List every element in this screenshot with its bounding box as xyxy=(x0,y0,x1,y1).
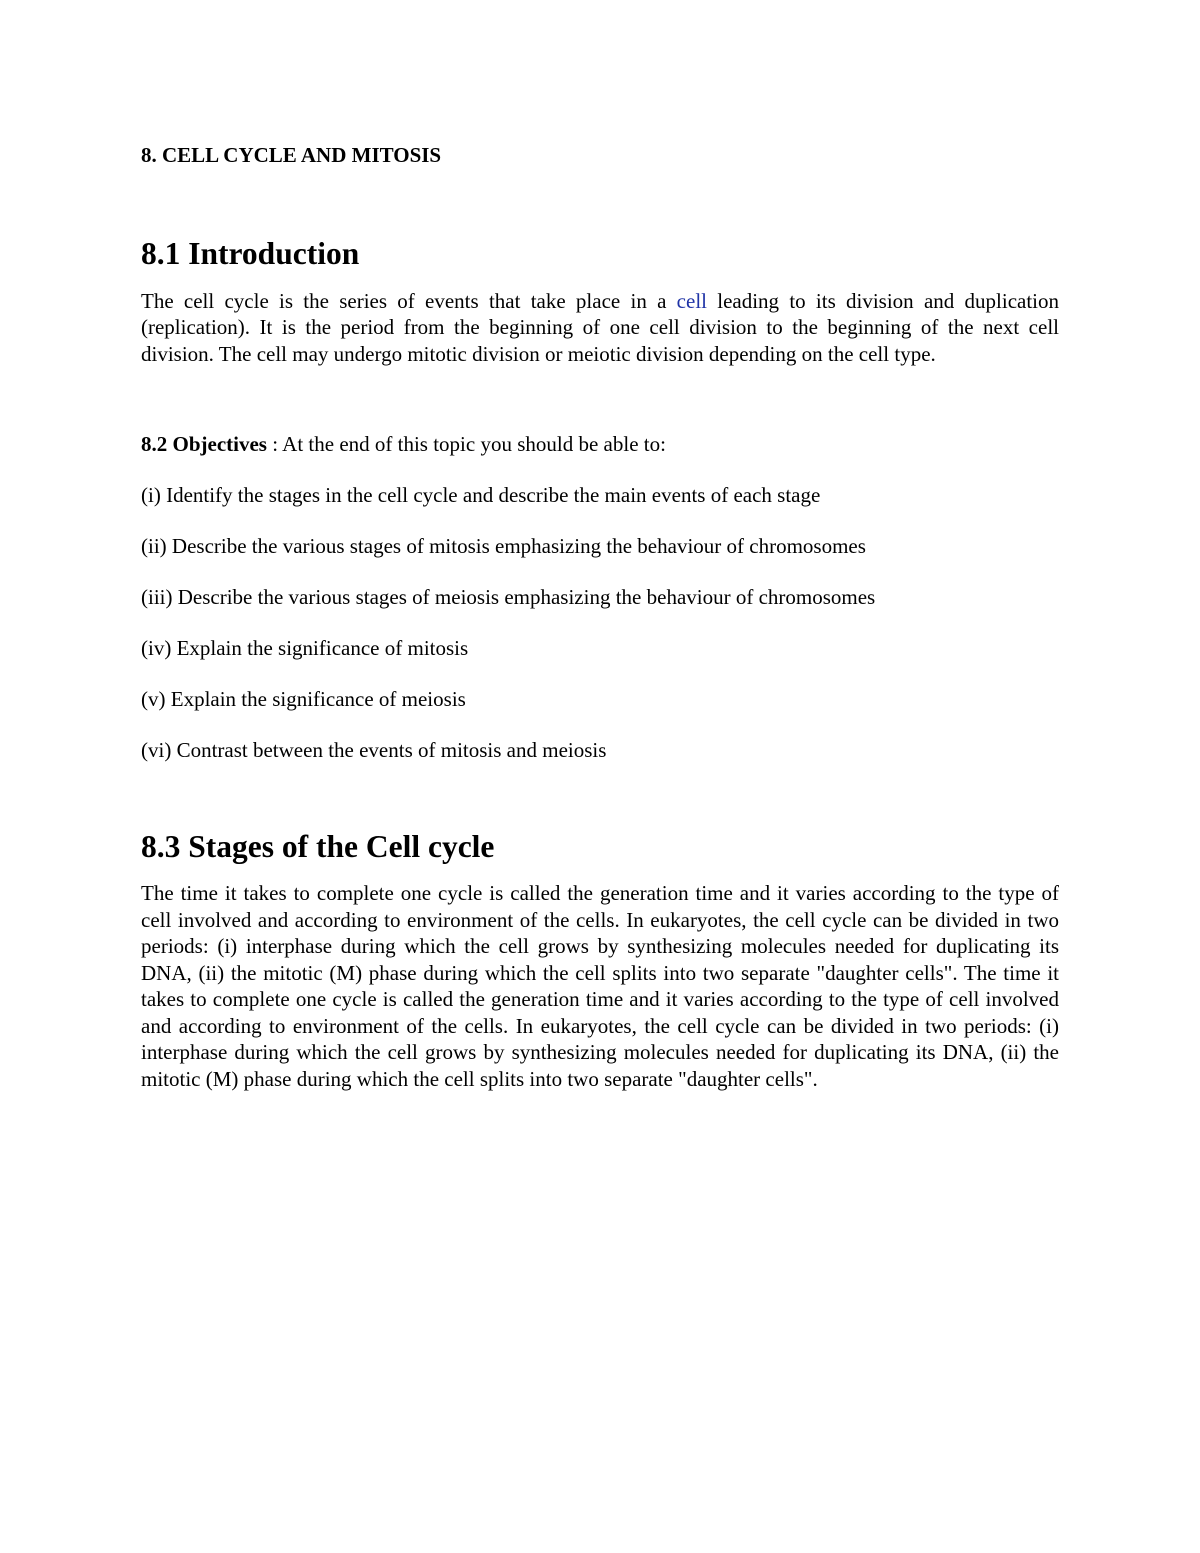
objective-item: (iii) Describe the various stages of meiosis emphasizing the behaviour of chromosomes xyxy=(141,585,876,609)
stages-heading: 8.3 Stages of the Cell cycle xyxy=(141,828,495,864)
objective-item: (i) Identify the stages in the cell cycle and describe the main events of each stage xyxy=(141,483,821,507)
objectives-list xyxy=(141,482,1059,764)
objectives-heading: 8.2 Objectives xyxy=(141,432,267,456)
objective-item: (vi) Contrast between the events of mitosis and meiosis xyxy=(141,738,607,762)
objective-item: (v) Explain the significance of meiosis xyxy=(141,687,466,711)
stages-paragraph: The time it takes to complete one cycle is called the generation time and it varies according to the type of cell involved and according to environment of the cells. In eukaryotes, the cell cycle can be divided in two periods: (i) interphase during which the cell grows by synthesizing molecules needed for duplicating its DNA, (ii) the mitotic (M) phase during which the cell splits into two separate "daughter cells". The time it takes to complete one cycle is called the generation time and it varies according to the type of cell involved and according to environment of the cells. In eukaryotes, the cell cycle can be divided in two periods: (i) interphase during which the cell grows by synthesizing molecules needed for duplicating its DNA, (ii) the mitotic (M) phase during which the cell splits into two separate "daughter cells". xyxy=(141,881,1059,1091)
document-body xyxy=(141,142,1059,1092)
objectives-intro: : At the end of this topic you should be able to: xyxy=(266,432,666,456)
introduction-paragraph xyxy=(141,288,1059,368)
cell-link[interactable]: cell xyxy=(676,288,707,313)
objectives-intro-line xyxy=(141,431,1059,458)
introduction-heading: 8.1 Introduction xyxy=(141,236,360,271)
introduction-text-start: The cell cycle is the series of events that take place in a xyxy=(141,288,677,313)
objective-item: (ii) Describe the various stages of mitosis emphasizing the behaviour of chromosomes xyxy=(141,534,866,558)
chapter-title: 8. CELL CYCLE AND MITOSIS xyxy=(141,143,442,167)
introduction-text-end: leading to its division and duplication (replication). It is the period from the beginning of one cell division to the beginning of the next cell division. The cell may undergo mitotic division or meiotic division depending on the cell type. xyxy=(141,288,1060,366)
objective-item: (iv) Explain the significance of mitosis xyxy=(141,636,469,660)
